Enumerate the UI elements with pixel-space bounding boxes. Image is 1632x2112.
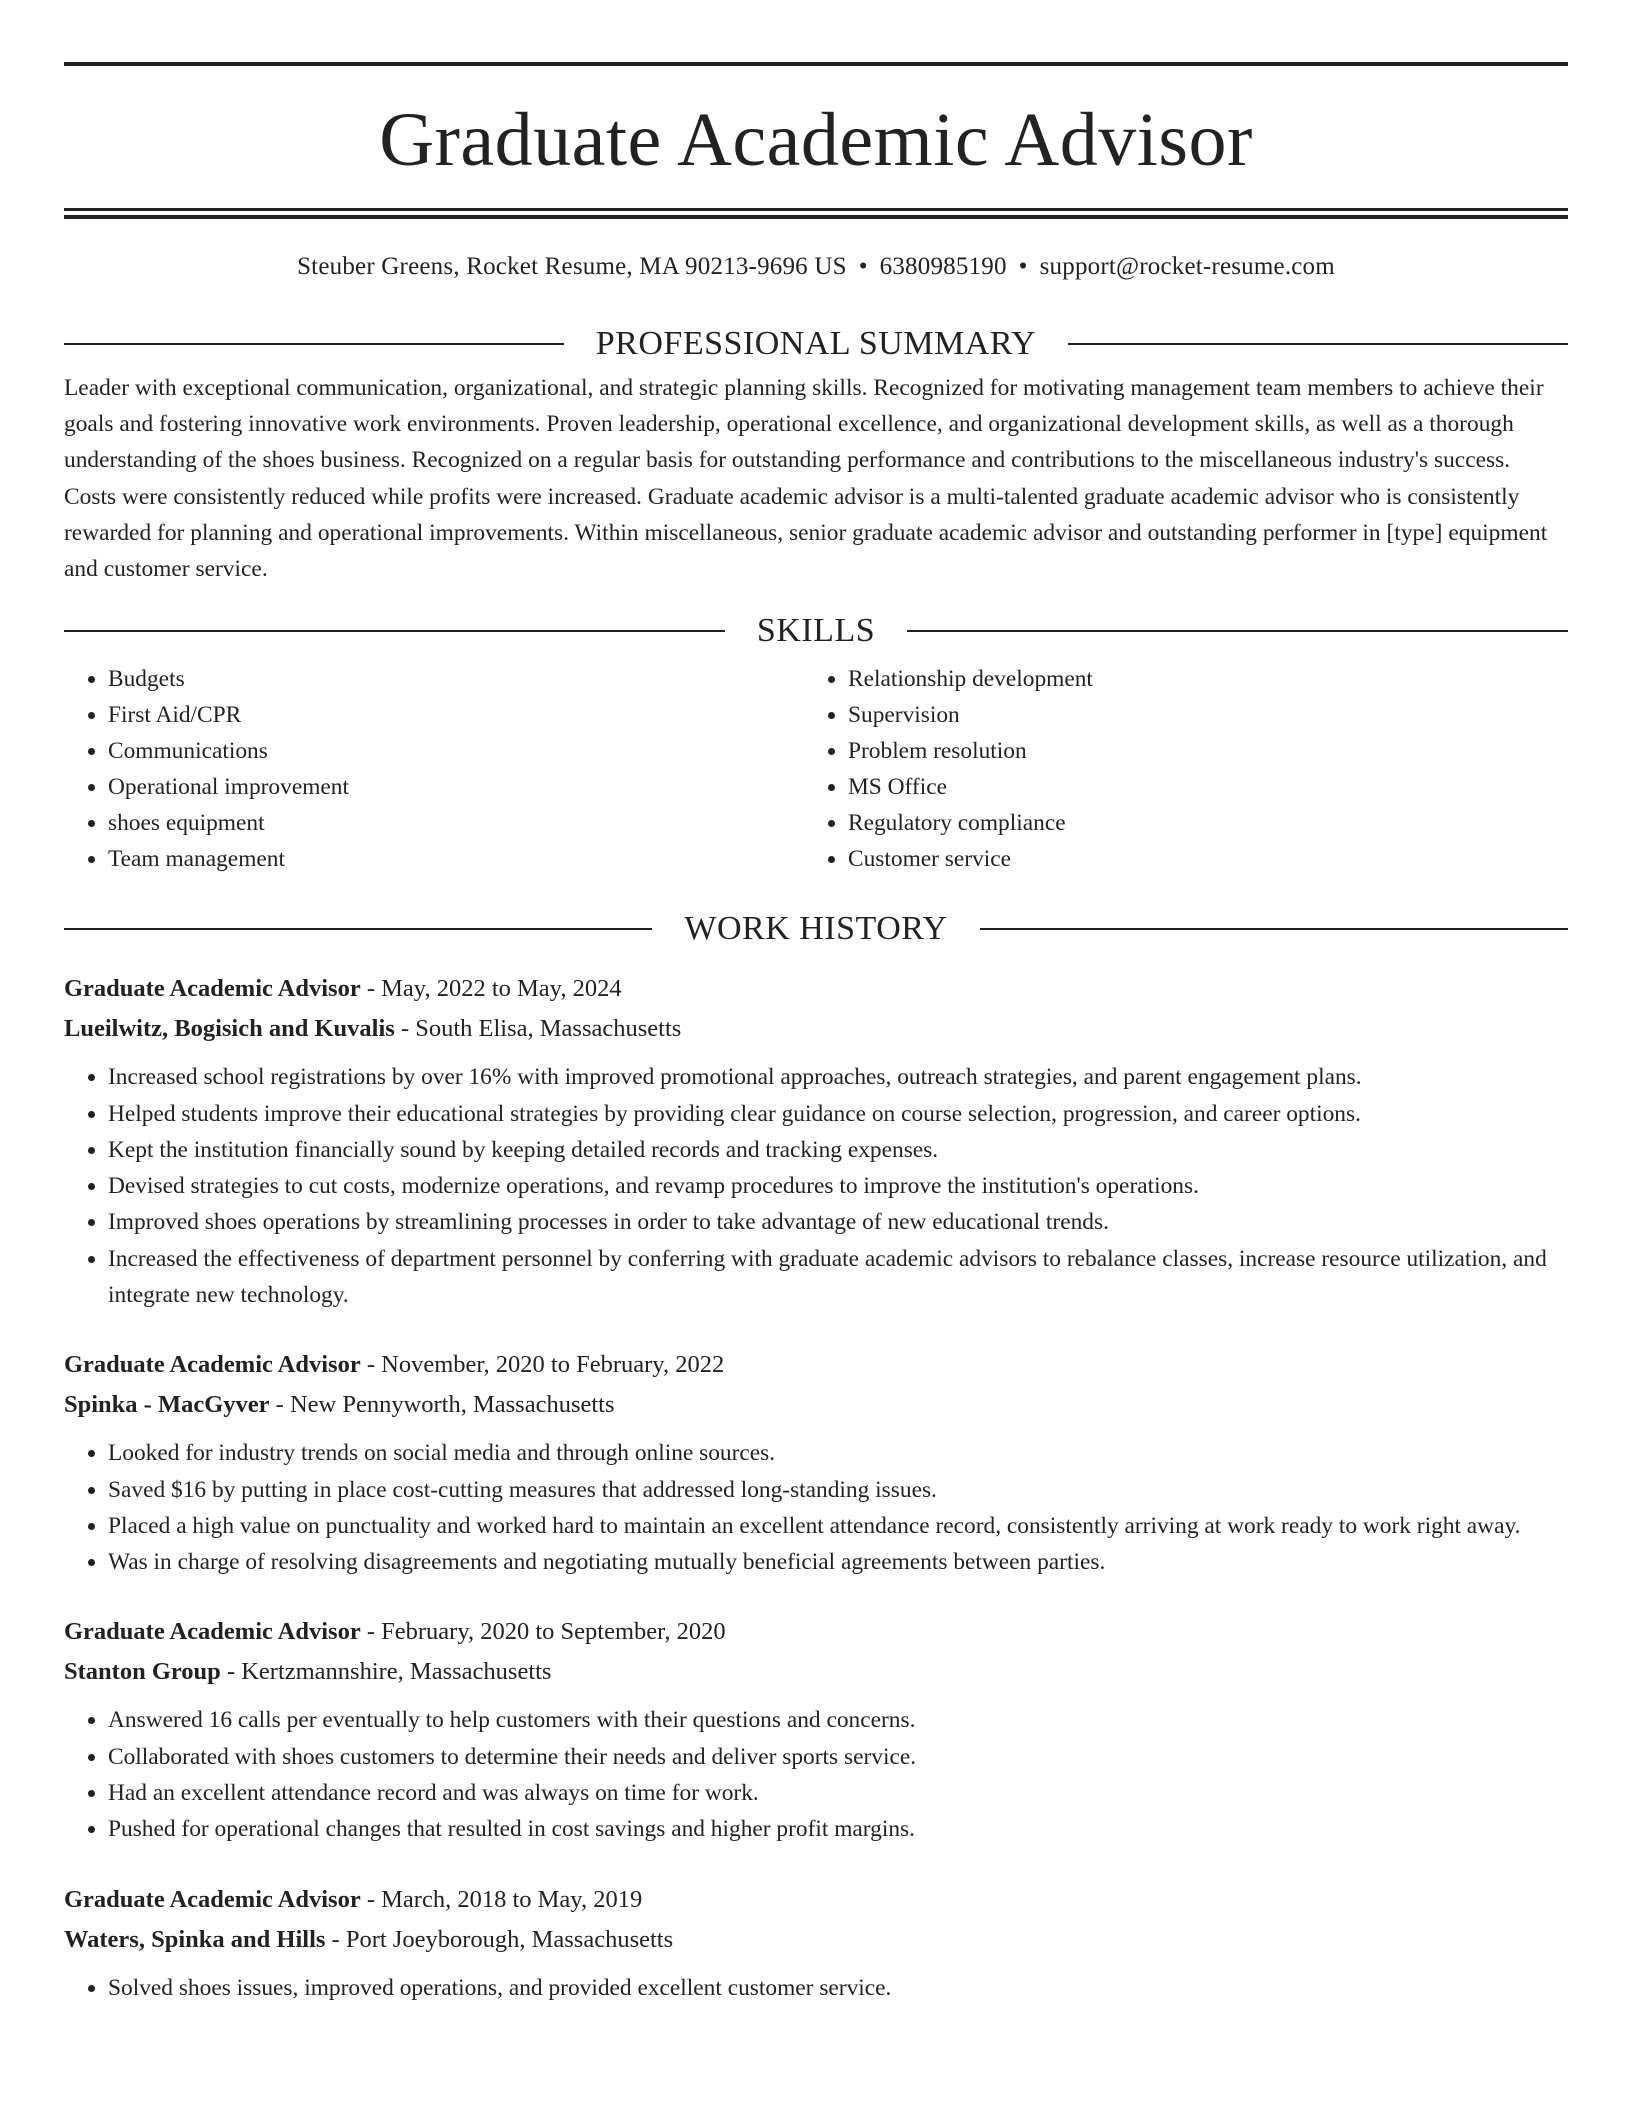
contact-separator: • [858, 253, 868, 280]
job-location: - Port Joeyborough, Massachusetts [325, 1925, 674, 1953]
job-role: Graduate Academic Advisor [64, 1618, 361, 1646]
job-entry [64, 1612, 1568, 1847]
skill-item: • Operational improvement [108, 769, 806, 805]
title-double-rule [64, 208, 1568, 219]
job-company-line [64, 1652, 1568, 1692]
skill-item: • Budgets [108, 661, 806, 697]
job-dates: - May, 2022 to May, 2024 [360, 975, 622, 1003]
job-location: - Kertzmannshire, Massachusetts [220, 1658, 552, 1686]
skill-item: • Regulatory compliance [848, 805, 1548, 841]
job-bullets [64, 1702, 1568, 1847]
job-role-line [64, 1345, 1568, 1385]
skills-title: SKILLS [756, 612, 876, 650]
work-history-list [64, 969, 1568, 2006]
job-bullets [64, 1970, 1568, 2006]
job-location: - New Pennyworth, Massachusetts [269, 1391, 615, 1419]
heading-rule-right [907, 630, 1568, 632]
job-company-line [64, 1009, 1568, 1049]
job-bullets [64, 1059, 1568, 1313]
job-bullet: • Placed a high value on punctuality and worked hard to maintain an excellent attendance record, consistently arriving at work ready to work right away. [108, 1508, 1568, 1544]
job-bullet: • Kept the institution financially sound by keeping detailed records and tracking expenses. [108, 1132, 1568, 1168]
job-bullet: • Increased school registrations by over 16% with improved promotional approaches, outreach strategies, and parent engagement plans. [108, 1059, 1568, 1095]
job-dates: - November, 2020 to February, 2022 [360, 1351, 725, 1379]
contact-separator: • [1018, 253, 1028, 280]
job-bullet: • Looked for industry trends on social media and through online sources. [108, 1435, 1568, 1471]
skill-item: • First Aid/CPR [108, 697, 806, 733]
address: Steuber Greens, Rocket Resume, MA 90213-9696 US [297, 253, 847, 280]
skill-item: • Team management [108, 841, 806, 877]
summary-title: PROFESSIONAL SUMMARY [595, 325, 1037, 362]
job-bullet: • Increased the effectiveness of department personnel by conferring with graduate academic advisors to rebalance classes, increase resource utilization, and integrate new technology. [108, 1241, 1568, 1314]
skills-list [64, 661, 1568, 877]
job-bullet: • Pushed for operational changes that resulted in cost savings and higher profit margins. [108, 1811, 1568, 1847]
summary-heading [64, 324, 1568, 364]
job-bullet: • Was in charge of resolving disagreements and negotiating mutually beneficial agreements between parties. [108, 1544, 1568, 1580]
job-location: - South Elisa, Massachusetts [394, 1015, 682, 1043]
job-company: Waters, Spinka and Hills [64, 1925, 326, 1953]
job-entry [64, 1345, 1568, 1580]
work-history-heading [64, 909, 1568, 949]
job-bullet: • Collaborated with shoes customers to determine their needs and deliver sports service. [108, 1739, 1568, 1775]
resume-page [64, 62, 1568, 2006]
job-bullet: • Saved $16 by putting in place cost-cutting measures that addressed long-standing issues. [108, 1472, 1568, 1508]
job-bullet: • Helped students improve their educational strategies by providing clear guidance on course selection, progression, and career options. [108, 1096, 1568, 1132]
skill-item: • Relationship development [848, 661, 1548, 697]
job-role-line [64, 969, 1568, 1009]
contact-line [64, 252, 1568, 282]
skill-item: • MS Office [848, 769, 1548, 805]
job-bullet: • Answered 16 calls per eventually to help customers with their questions and concerns. [108, 1702, 1568, 1738]
job-role-line [64, 1612, 1568, 1652]
heading-rule-right [980, 928, 1568, 930]
job-company: Lueilwitz, Bogisich and Kuvalis [64, 1015, 395, 1043]
job-role-line [64, 1880, 1568, 1920]
skills-column-right [806, 661, 1548, 877]
job-bullet: • Devised strategies to cut costs, modernize operations, and revamp procedures to improve the institution's operations. [108, 1168, 1568, 1204]
job-entry [64, 969, 1568, 1313]
job-bullet: • Solved shoes issues, improved operations, and provided excellent customer service. [108, 1970, 1568, 2006]
skill-item: • Customer service [848, 841, 1548, 877]
resume-title: Graduate Academic Advisor [379, 98, 1253, 182]
heading-rule-right [1068, 343, 1568, 345]
work-history-title: WORK HISTORY [684, 910, 948, 948]
email: support@rocket-resume.com [1039, 253, 1335, 280]
heading-rule-left [64, 928, 652, 930]
heading-rule-left [64, 630, 725, 632]
job-entry [64, 1880, 1568, 2006]
top-rule [64, 62, 1568, 66]
job-role: Graduate Academic Advisor [64, 975, 361, 1003]
skills-column-left [64, 661, 806, 877]
skill-item: • Communications [108, 733, 806, 769]
job-dates: - February, 2020 to September, 2020 [360, 1618, 726, 1646]
job-role: Graduate Academic Advisor [64, 1351, 361, 1379]
job-dates: - March, 2018 to May, 2019 [360, 1885, 643, 1913]
job-company-line [64, 1385, 1568, 1425]
skill-item: • shoes equipment [108, 805, 806, 841]
job-bullet: • Had an excellent attendance record and was always on time for work. [108, 1775, 1568, 1811]
phone: 6380985190 [879, 253, 1007, 280]
job-company: Stanton Group [64, 1658, 221, 1686]
summary-text: Leader with exceptional communication, organizational, and strategic planning skills. Recognized for motivating management team members to achieve their goals and fostering innovative work environments. Proven leadership, operational excellence, and organizational development skills, as well as a thorough understanding of the shoes business. Recognized on a regular basis for outstanding performance and contributions to the miscellaneous industry's success. Costs were consistently reduced while profits were increased. Graduate academic advisor is a multi-talented graduate academic advisor who is consistently rewarded for planning and operational improvements. Within miscellaneous, senior graduate academic advisor and outstanding performer in [type] equipment and customer service. [64, 375, 1548, 583]
job-bullets [64, 1435, 1568, 1580]
skills-heading [64, 611, 1568, 651]
skill-item: • Problem resolution [848, 733, 1548, 769]
job-role: Graduate Academic Advisor [64, 1885, 361, 1913]
job-bullet: • Improved shoes operations by streamlining processes in order to take advantage of new educational trends. [108, 1204, 1568, 1240]
job-company: Spinka - MacGyver [64, 1391, 270, 1419]
heading-rule-left [64, 343, 564, 345]
job-company-line [64, 1920, 1568, 1960]
skill-item: • Supervision [848, 697, 1548, 733]
